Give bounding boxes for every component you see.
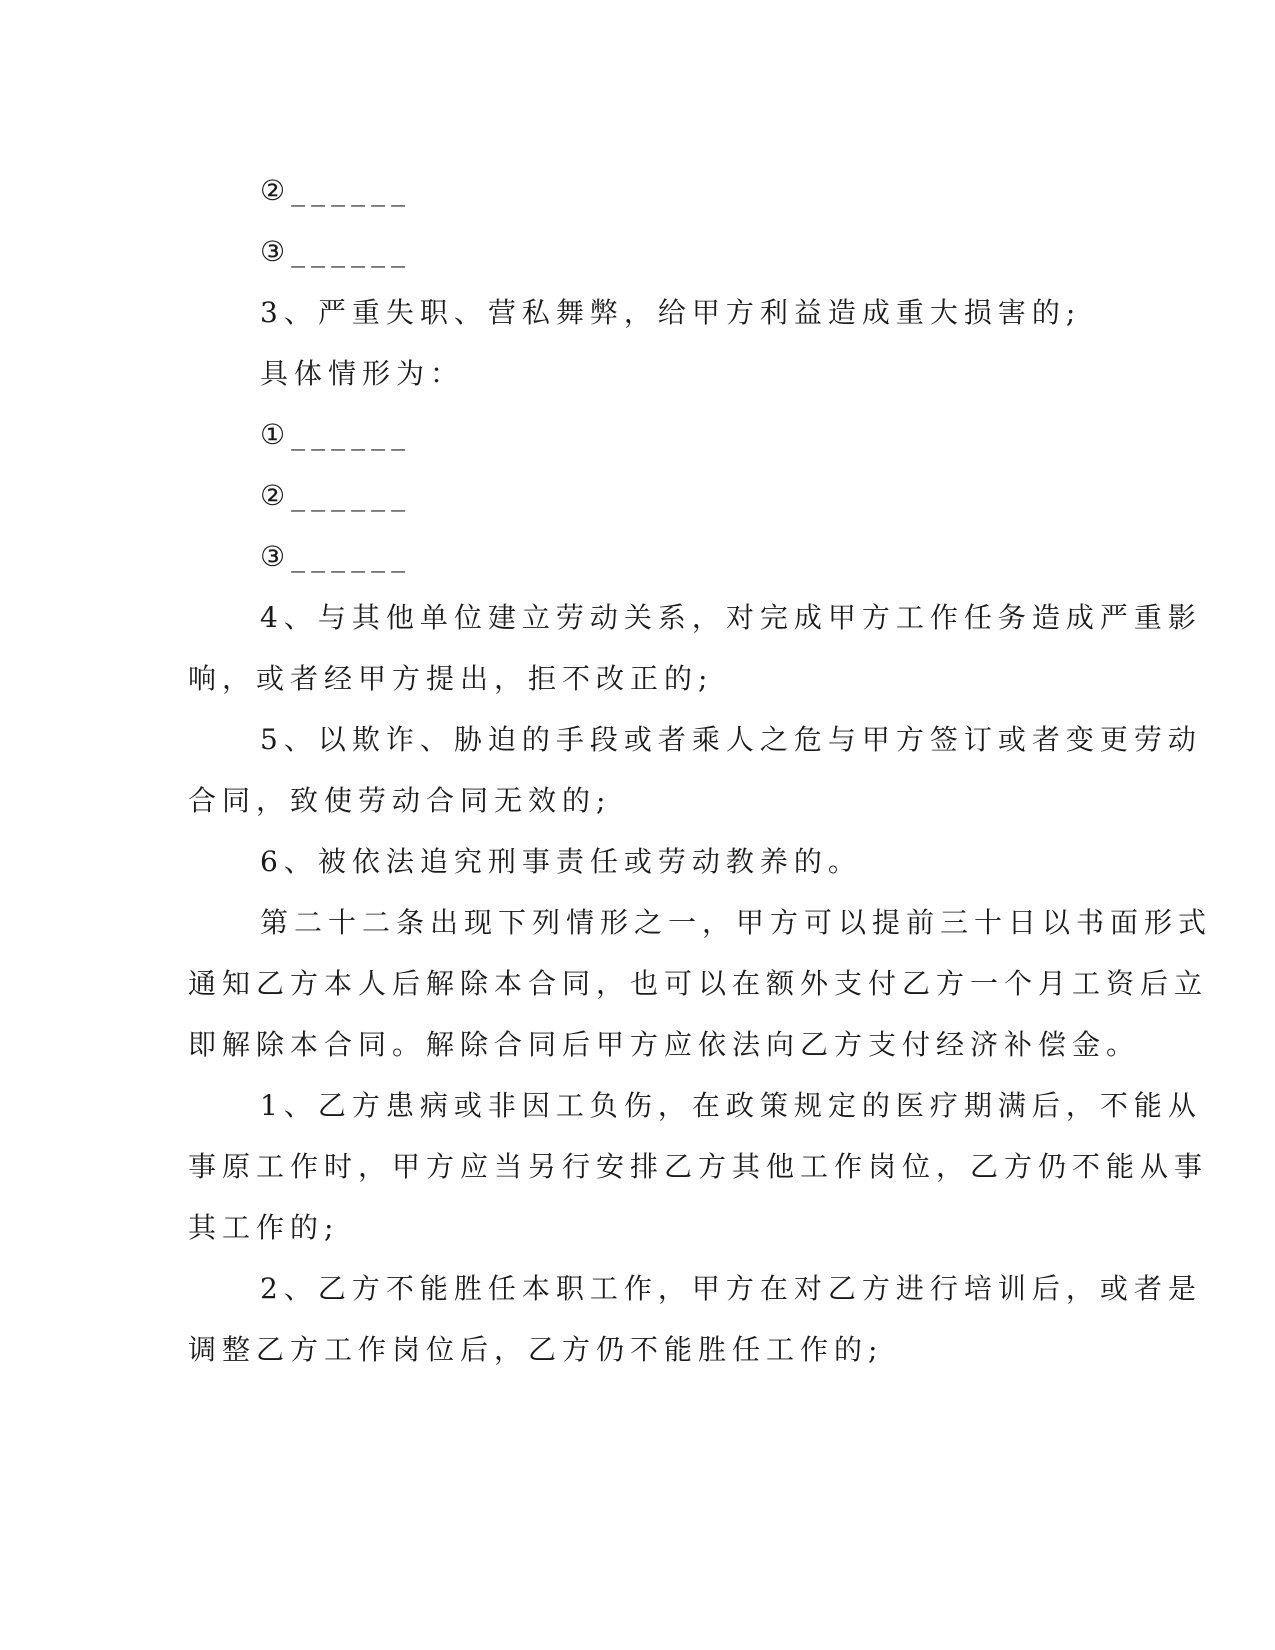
text-line: 合同，致使劳动合同无效的; <box>188 784 612 817</box>
text-line: 2、乙方不能胜任本职工作，甲方在对乙方进行培训后，或者是 <box>260 1272 1202 1305</box>
text-line: 具体情形为： <box>260 357 465 390</box>
text-line: 即解除本合同。解除合同后甲方应依法向乙方支付经济补偿金。 <box>188 1028 1141 1061</box>
text-line: ②______ <box>260 479 412 512</box>
text-line: ①______ <box>260 418 412 451</box>
text-line: 5、以欺诈、胁迫的手段或者乘人之危与甲方签订或者变更劳动 <box>260 723 1202 756</box>
text-line: 响，或者经甲方提出，拒不改正的; <box>188 662 714 695</box>
text-line: 事原工作时，甲方应当另行安排乙方其他工作岗位，乙方仍不能从事 <box>188 1150 1209 1183</box>
text-line: 通知乙方本人后解除本合同，也可以在额外支付乙方一个月工资后立 <box>188 967 1209 1000</box>
text-line: 1、乙方患病或非因工负伤，在政策规定的医疗期满后，不能从 <box>260 1089 1202 1122</box>
text-line: 6、被依法追究刑事责任或劳动教养的。 <box>260 845 862 878</box>
document-body <box>188 160 1213 1380</box>
text-line: 3、严重失职、营私舞弊，给甲方利益造成重大损害的; <box>260 296 1082 329</box>
text-line: 其工作的; <box>188 1211 340 1244</box>
text-line: 4、与其他单位建立劳动关系，对完成甲方工作任务造成严重影 <box>260 601 1202 634</box>
text-line: ②______ <box>260 174 412 207</box>
text-line: 调整乙方工作岗位后，乙方仍不能胜任工作的; <box>188 1333 884 1366</box>
text-line: ③______ <box>260 540 412 573</box>
text-line: 第二十二条出现下列情形之一，甲方可以提前三十日以书面形式 <box>260 906 1213 939</box>
text-line: ③______ <box>260 235 412 268</box>
